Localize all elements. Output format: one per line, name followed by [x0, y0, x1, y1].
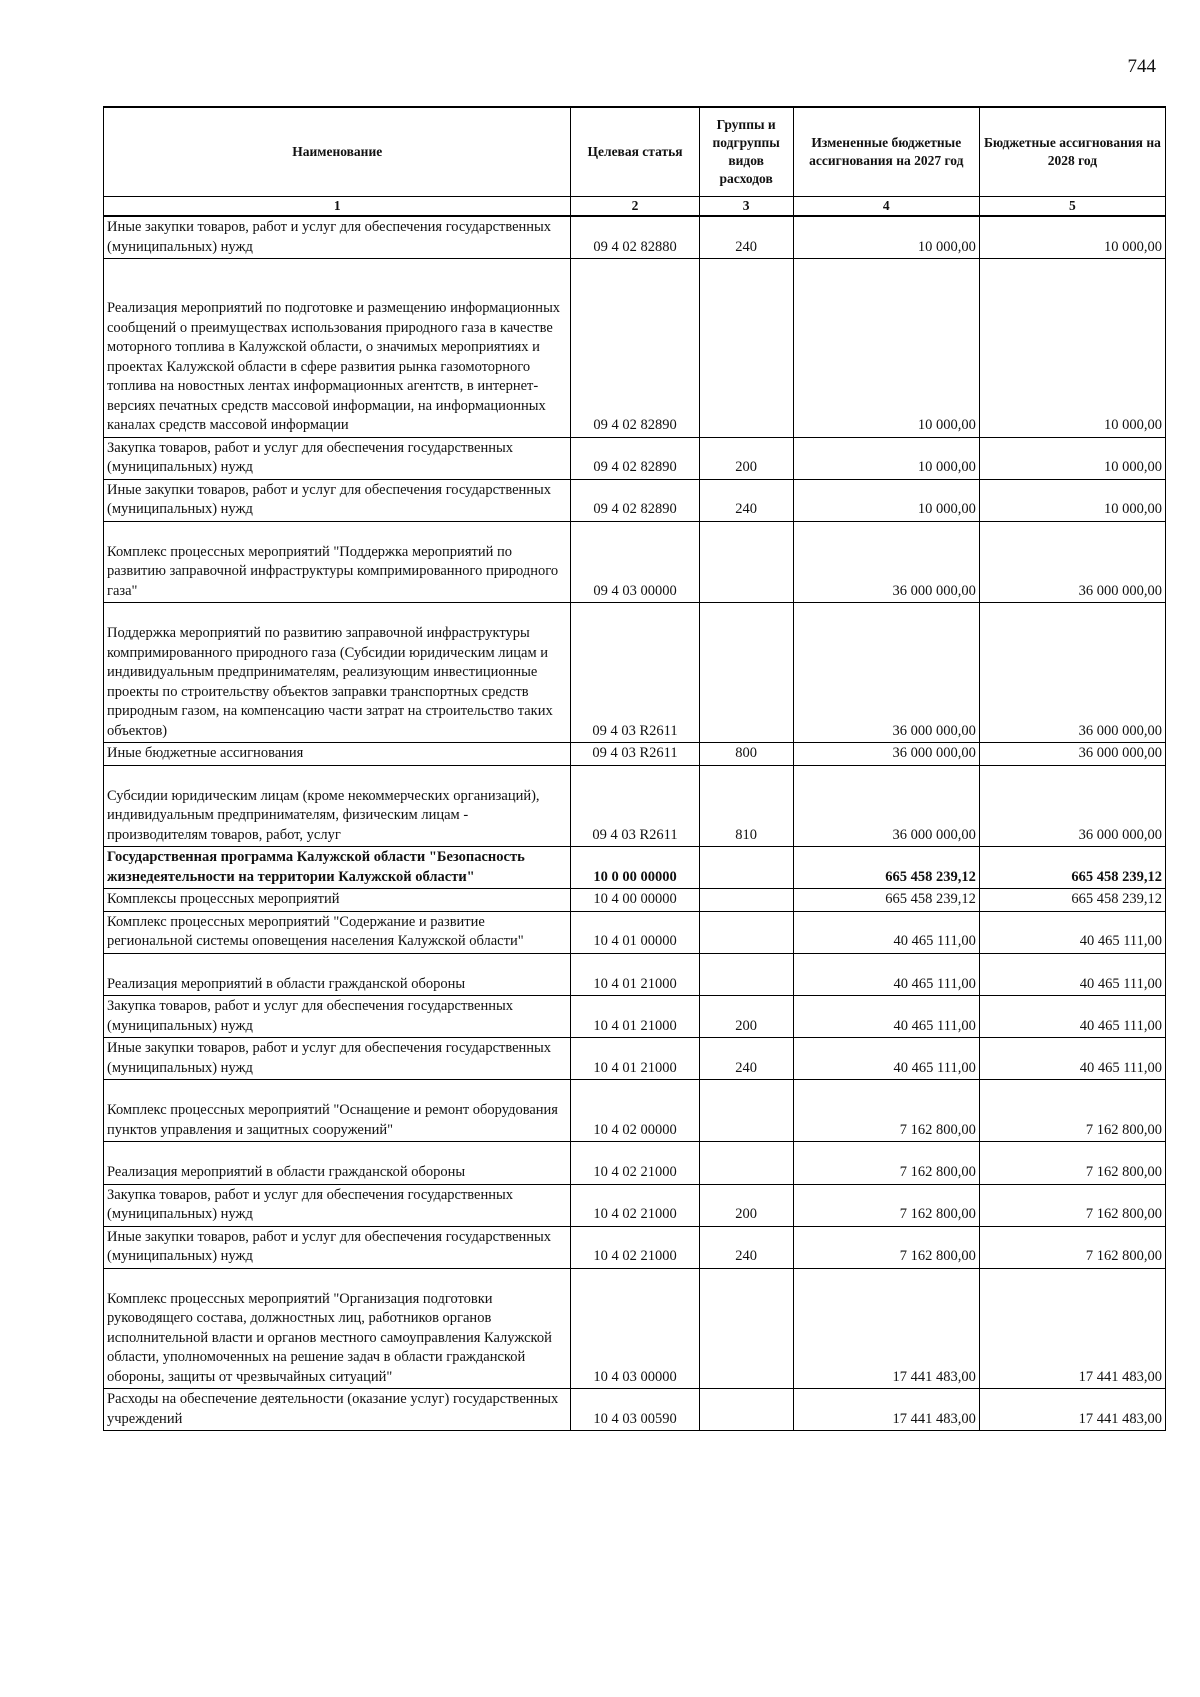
row-code: 09 4 03 R2611: [571, 743, 699, 766]
row-group: [699, 521, 793, 603]
row-amount-2027: 36 000 000,00: [793, 765, 979, 847]
table-row: [104, 1184, 1166, 1226]
table-row: [104, 1268, 1166, 1389]
row-code: 09 4 03 R2611: [571, 603, 699, 743]
row-code: 10 4 01 00000: [571, 911, 699, 953]
header-amount-2028: Бюджетные ассигнования на 2028 год: [979, 107, 1165, 197]
row-group: 800: [699, 743, 793, 766]
table-row: [104, 1080, 1166, 1142]
row-group: [699, 1142, 793, 1185]
row-code: 10 4 02 21000: [571, 1184, 699, 1226]
column-number: 5: [979, 197, 1165, 217]
row-amount-2027: 10 000,00: [793, 216, 979, 259]
row-group: [699, 259, 793, 438]
row-name: Расходы на обеспечение деятельности (оказание услуг) государственных учреждений: [104, 1389, 571, 1431]
row-code: 10 4 00 00000: [571, 889, 699, 912]
table-row: [104, 953, 1166, 996]
row-amount-2028: 17 441 483,00: [979, 1268, 1165, 1389]
header-target: Целевая статья: [571, 107, 699, 197]
row-group: [699, 1268, 793, 1389]
row-code: 10 4 01 21000: [571, 953, 699, 996]
row-amount-2028: 10 000,00: [979, 437, 1165, 479]
row-group: 240: [699, 1038, 793, 1080]
page-number: 744: [1127, 56, 1156, 77]
row-group: [699, 603, 793, 743]
row-code: 10 4 02 21000: [571, 1142, 699, 1185]
column-number: 2: [571, 197, 699, 217]
row-amount-2028: 10 000,00: [979, 479, 1165, 521]
row-name: Закупка товаров, работ и услуг для обеспечения государственных (муниципальных) нужд: [104, 996, 571, 1038]
row-code: 10 4 03 00000: [571, 1268, 699, 1389]
row-amount-2027: 7 162 800,00: [793, 1226, 979, 1268]
table-row: [104, 603, 1166, 743]
row-amount-2028: 40 465 111,00: [979, 911, 1165, 953]
row-amount-2027: 665 458 239,12: [793, 889, 979, 912]
column-number-row: [104, 197, 1166, 217]
row-group: 240: [699, 1226, 793, 1268]
row-name: Реализация мероприятий в области гражданской обороны: [104, 953, 571, 996]
row-amount-2028: 40 465 111,00: [979, 953, 1165, 996]
row-name: Закупка товаров, работ и услуг для обеспечения государственных (муниципальных) нужд: [104, 437, 571, 479]
row-group: 240: [699, 216, 793, 259]
row-amount-2028: 40 465 111,00: [979, 1038, 1165, 1080]
row-amount-2028: 17 441 483,00: [979, 1389, 1165, 1431]
table-row: [104, 1142, 1166, 1185]
row-amount-2027: 40 465 111,00: [793, 996, 979, 1038]
row-code: 10 4 01 21000: [571, 1038, 699, 1080]
table-row: [104, 765, 1166, 847]
row-amount-2027: 10 000,00: [793, 259, 979, 438]
row-code: 09 4 02 82880: [571, 216, 699, 259]
table-row: [104, 521, 1166, 603]
row-group: 200: [699, 437, 793, 479]
row-name: Иные закупки товаров, работ и услуг для обеспечения государственных (муниципальных) нужд: [104, 216, 571, 259]
budget-table: [103, 106, 1166, 1431]
row-amount-2027: 17 441 483,00: [793, 1268, 979, 1389]
row-amount-2028: 36 000 000,00: [979, 603, 1165, 743]
table-row: [104, 259, 1166, 438]
row-group: [699, 911, 793, 953]
row-code: 10 0 00 00000: [571, 847, 699, 889]
row-name: Иные бюджетные ассигнования: [104, 743, 571, 766]
table-row: [104, 1038, 1166, 1080]
row-amount-2028: 10 000,00: [979, 259, 1165, 438]
row-code: 09 4 02 82890: [571, 437, 699, 479]
row-amount-2028: 7 162 800,00: [979, 1184, 1165, 1226]
row-amount-2027: 36 000 000,00: [793, 743, 979, 766]
row-amount-2027: 7 162 800,00: [793, 1080, 979, 1142]
row-amount-2027: 10 000,00: [793, 479, 979, 521]
row-code: 09 4 03 00000: [571, 521, 699, 603]
row-amount-2028: 10 000,00: [979, 216, 1165, 259]
row-group: 200: [699, 1184, 793, 1226]
row-name: Иные закупки товаров, работ и услуг для обеспечения государственных (муниципальных) нужд: [104, 479, 571, 521]
row-name: Государственная программа Калужской области "Безопасность жизнедеятельности на территории Калужской области": [104, 847, 571, 889]
row-amount-2027: 17 441 483,00: [793, 1389, 979, 1431]
row-amount-2027: 36 000 000,00: [793, 521, 979, 603]
row-name: Поддержка мероприятий по развитию заправочной инфраструктуры компримированного природного газа (Субсидии юридическим лицам и индивидуальным предпринимателям, реализующим инвестиционные проекты по строительству объектов заправки транспортных средств природным газом, на компенсацию части затрат на строительство таких объектов): [104, 603, 571, 743]
row-group: 810: [699, 765, 793, 847]
row-amount-2027: 40 465 111,00: [793, 911, 979, 953]
row-group: [699, 847, 793, 889]
row-code: 09 4 03 R2611: [571, 765, 699, 847]
row-amount-2028: 36 000 000,00: [979, 743, 1165, 766]
row-group: 200: [699, 996, 793, 1038]
row-code: 09 4 02 82890: [571, 479, 699, 521]
row-name: Субсидии юридическим лицам (кроме некоммерческих организаций), индивидуальным предпринимателям, физическим лицам - производителям товаров, работ, услуг: [104, 765, 571, 847]
row-amount-2027: 10 000,00: [793, 437, 979, 479]
column-number: 3: [699, 197, 793, 217]
table-row: [104, 743, 1166, 766]
table-row: [104, 889, 1166, 912]
table-row: [104, 996, 1166, 1038]
row-name: Комплекс процессных мероприятий "Поддержка мероприятий по развитию заправочной инфраструктуры компримированного природного газа": [104, 521, 571, 603]
row-group: [699, 1389, 793, 1431]
table-row: [104, 911, 1166, 953]
row-group: 240: [699, 479, 793, 521]
row-amount-2027: 7 162 800,00: [793, 1184, 979, 1226]
table-row: [104, 437, 1166, 479]
table-row: [104, 847, 1166, 889]
header-amount-2027: Измененные бюджетные ассигнования на 2027 год: [793, 107, 979, 197]
row-amount-2028: 40 465 111,00: [979, 996, 1165, 1038]
row-amount-2028: 7 162 800,00: [979, 1226, 1165, 1268]
table-row: [104, 1226, 1166, 1268]
row-amount-2027: 665 458 239,12: [793, 847, 979, 889]
header-name: Наименование: [104, 107, 571, 197]
table-row: [104, 479, 1166, 521]
row-code: 10 4 01 21000: [571, 996, 699, 1038]
row-amount-2027: 7 162 800,00: [793, 1142, 979, 1185]
row-amount-2028: 665 458 239,12: [979, 889, 1165, 912]
row-group: [699, 953, 793, 996]
row-code: 09 4 02 82890: [571, 259, 699, 438]
row-amount-2028: 36 000 000,00: [979, 765, 1165, 847]
row-name: Комплекс процессных мероприятий "Организация подготовки руководящего состава, должностных лиц, работников органов исполнительной власти и органов местного самоуправления Калужской области, уполномоченных на решение задач в области гражданской обороны, защиты от чрезвычайных ситуаций": [104, 1268, 571, 1389]
row-name: Закупка товаров, работ и услуг для обеспечения государственных (муниципальных) нужд: [104, 1184, 571, 1226]
row-name: Комплекс процессных мероприятий "Содержание и развитие региональной системы оповещения населения Калужской области": [104, 911, 571, 953]
row-code: 10 4 03 00590: [571, 1389, 699, 1431]
row-name: Иные закупки товаров, работ и услуг для обеспечения государственных (муниципальных) нужд: [104, 1038, 571, 1080]
row-amount-2028: 36 000 000,00: [979, 521, 1165, 603]
row-amount-2028: 7 162 800,00: [979, 1142, 1165, 1185]
row-code: 10 4 02 21000: [571, 1226, 699, 1268]
column-number: 1: [104, 197, 571, 217]
row-name: Комплексы процессных мероприятий: [104, 889, 571, 912]
row-amount-2027: 40 465 111,00: [793, 953, 979, 996]
row-amount-2027: 36 000 000,00: [793, 603, 979, 743]
header-groups: Группы и подгруппы видов расходов: [699, 107, 793, 197]
row-name: Реализация мероприятий в области гражданской обороны: [104, 1142, 571, 1185]
table-row: [104, 216, 1166, 259]
row-amount-2028: 665 458 239,12: [979, 847, 1165, 889]
header-row: [104, 107, 1166, 197]
row-amount-2028: 7 162 800,00: [979, 1080, 1165, 1142]
row-group: [699, 1080, 793, 1142]
row-name: Реализация мероприятий по подготовке и размещению информационных сообщений о преимуществах использования природного газа в качестве моторного топлива в Калужской области, о значимых мероприятиях и проектах Калужской области в сфере развития рынка газомоторного топлива на новостных лентах информационных агентств, в интернет-версиях печатных средств массовой информации, на информационных каналах средств массовой информации: [104, 259, 571, 438]
row-name: Комплекс процессных мероприятий "Оснащение и ремонт оборудования пунктов управления и защитных сооружений": [104, 1080, 571, 1142]
row-group: [699, 889, 793, 912]
table-row: [104, 1389, 1166, 1431]
row-name: Иные закупки товаров, работ и услуг для обеспечения государственных (муниципальных) нужд: [104, 1226, 571, 1268]
column-number: 4: [793, 197, 979, 217]
row-amount-2027: 40 465 111,00: [793, 1038, 979, 1080]
row-code: 10 4 02 00000: [571, 1080, 699, 1142]
